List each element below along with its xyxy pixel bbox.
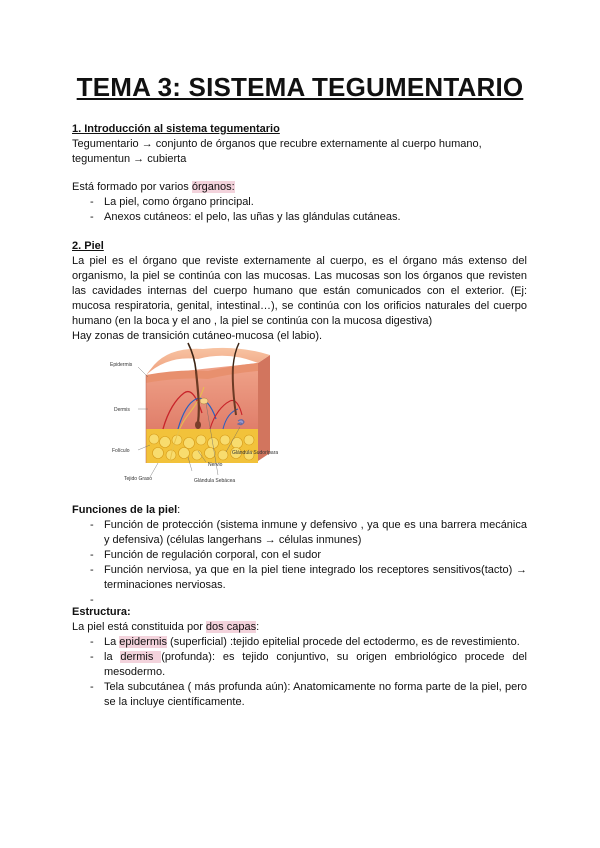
list-item: - Función nerviosa, ya que en la piel tiene integrado los receptores sensitivos(tacto) → terminaciones nerviosas. <box>72 563 527 593</box>
list-item <box>72 650 527 680</box>
highlight-dermis: dermis <box>120 651 162 663</box>
label-tejido: Tejido Graso <box>124 476 153 482</box>
page-title: TEMA 3: SISTEMA TEGUMENTARIO <box>76 72 524 102</box>
list-item: - Función de regulación corporal, con el sudor <box>72 548 527 563</box>
list-item <box>72 635 527 650</box>
intro-section <box>72 122 527 167</box>
formed-by-text: Está formado por varios <box>72 181 192 193</box>
skin-diagram <box>108 341 278 486</box>
estructura-list <box>72 635 527 710</box>
item-text: (profunda): es tejido conjuntivo, su origen embriológico procede del mesodermo. <box>104 651 528 678</box>
funciones-list <box>72 518 527 608</box>
item-text: la <box>104 651 121 663</box>
hair-bulb <box>195 421 201 429</box>
label-sudoripara: Glándula Sudorípara <box>232 450 278 456</box>
funciones-section <box>72 503 527 608</box>
label-foliculo: Folículo <box>112 448 130 454</box>
funciones-heading-line <box>72 503 527 518</box>
estructura-intro-colon: : <box>256 621 260 633</box>
sebaceous-gland-shape <box>200 398 208 404</box>
intro-line-2: tegumentun → cubierta <box>72 153 187 165</box>
label-epidermis: Epidermis <box>110 362 133 368</box>
piel-paragraph: La piel es el órgano que reviste externamente al cuerpo, es el órgano más extenso del organismo, la piel se continúa con las mucosas. Las mucosas son los órganos que revisten las cavidades internas del cuerpo humano que están comunicados con el exterior. (Ej: mucosa respiratoria, genital, intestinal…), se continúa con los orificios naturales del cuerpo humano (en la boca y el ano , la piel se continúa con la mucosa digestiva) <box>72 255 527 327</box>
list-item: - Función de protección (sistema inmune y defensivo , ya que es una barrera mecánica y defensiva) (células langerhans → células inmunes) <box>72 518 527 548</box>
list-item: - Anexos cutáneos: el pelo, las uñas y las glándulas cutáneas. <box>72 210 527 225</box>
list-item: - Tela subcutánea ( más profunda aún): Anatomicamente no forma parte de la piel, pero se la incluye científicamente. <box>72 680 527 710</box>
funciones-colon: : <box>177 504 181 516</box>
organ-list <box>72 195 527 225</box>
section-heading-funciones: Funciones de la piel <box>72 504 178 516</box>
block-side-face <box>258 355 270 461</box>
section-heading-intro: 1. Introducción al sistema tegumentario <box>72 123 280 135</box>
list-item: - La piel, como órgano principal. <box>72 195 527 210</box>
highlight-epidermis: epidermis <box>119 636 167 648</box>
estructura-intro-text: La piel está constituida por <box>72 621 206 633</box>
skin-diagram-svg <box>108 341 278 486</box>
highlight-dos-capas: dos capas <box>205 621 257 633</box>
formed-by-block <box>72 180 527 225</box>
label-dermis: Dermis <box>114 407 130 413</box>
estructura-intro <box>72 620 527 635</box>
piel-section <box>72 239 527 344</box>
section-heading-piel: 2. Piel <box>72 240 104 252</box>
estructura-section <box>72 605 527 710</box>
highlight-organos: órganos: <box>191 181 235 193</box>
intro-line-1: Tegumentario → conjunto de órganos que recubre externamente al cuerpo humano, <box>72 138 482 150</box>
item-text: La <box>104 636 120 648</box>
transition-line: Hay zonas de transición cutáneo-mucosa (el labio). <box>72 330 323 342</box>
label-nervio: Nervio <box>208 462 223 468</box>
item-text: (superficial) :tejido epitelial procede del ectodermo, es de revestimiento. <box>166 636 520 648</box>
label-sebacea: Glándula Sebácea <box>194 478 236 484</box>
section-heading-estructura: Estructura: <box>72 606 131 618</box>
formed-by-line <box>72 180 527 195</box>
